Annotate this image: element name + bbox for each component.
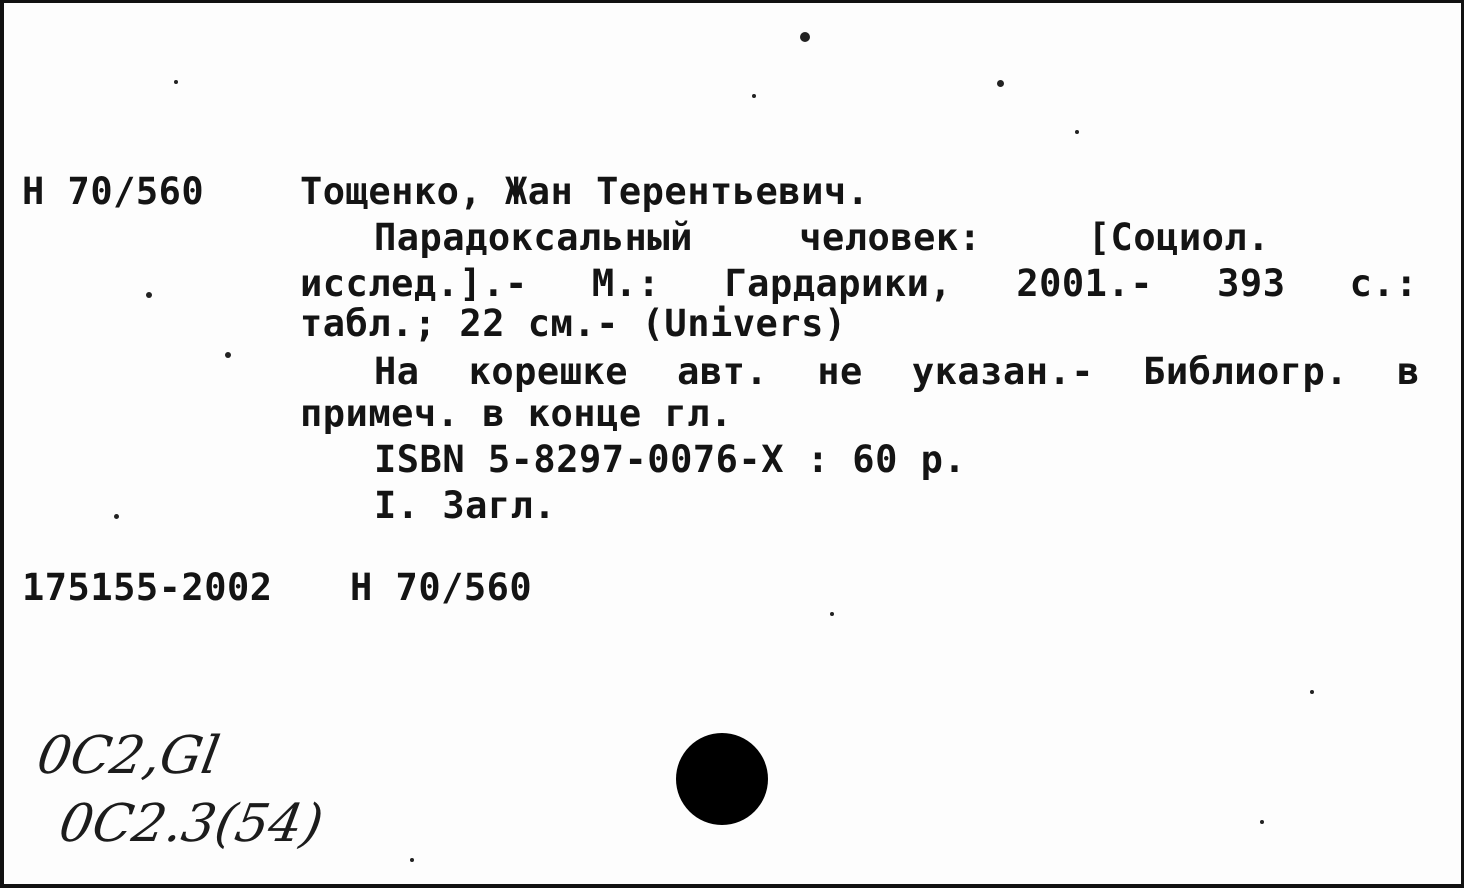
handwritten-classification-2: 0С2.3(54) [54,794,328,854]
title-word: исслед.].- [300,262,528,305]
card-border-left [0,0,4,888]
title-word: человек: [799,216,982,259]
ink-speck [146,292,152,298]
ink-speck [410,858,414,862]
note-word: Библиогр. [1143,350,1349,393]
author-heading: Тощенко, Жан Терентьевич. [300,170,870,213]
title-line-2 [300,262,1418,306]
note-word: корешке [468,350,629,393]
title-line-1 [374,216,1270,260]
note-word: не [817,350,863,393]
ink-speck [1260,820,1264,824]
note-line-1 [374,350,1420,394]
note-line-2: примеч. в конце гл. [300,392,733,435]
note-word: На [374,350,420,393]
ink-speck [997,80,1004,87]
accession-shelfmark: Н 70/560 [350,566,533,609]
ink-speck [1310,690,1314,694]
title-word: Гардарики, [724,262,953,305]
shelfmark: Н 70/560 [22,170,205,213]
ink-speck [1075,130,1079,134]
ink-speck [174,80,178,84]
title-word: [Социол. [1087,216,1270,259]
title-word: 2001.- [1016,262,1153,305]
card-border-bottom [0,884,1464,888]
note-word: в [1397,350,1420,393]
punch-hole [676,733,768,825]
ink-speck [830,612,834,616]
title-word: М.: [591,262,661,305]
note-word: авт. [677,350,769,393]
ink-speck [800,32,810,42]
handwritten-classification-1: 0С2,Gl [32,726,224,786]
isbn-line: ISBN 5-8297-0076-X : 60 р. [374,438,967,481]
title-word: 393 [1217,262,1286,305]
card-border-top [0,0,1464,3]
title-line-3: табл.; 22 см.- (Univers) [300,302,847,345]
ink-speck [752,94,756,98]
accession-number: 175155-2002 [22,566,273,609]
ink-speck [225,352,231,358]
title-word: Парадоксальный [374,216,693,259]
title-word: с.: [1349,262,1418,305]
ink-speck [114,514,119,519]
title-added-entry: I. Загл. [374,484,557,527]
note-word: указан.- [911,350,1095,393]
